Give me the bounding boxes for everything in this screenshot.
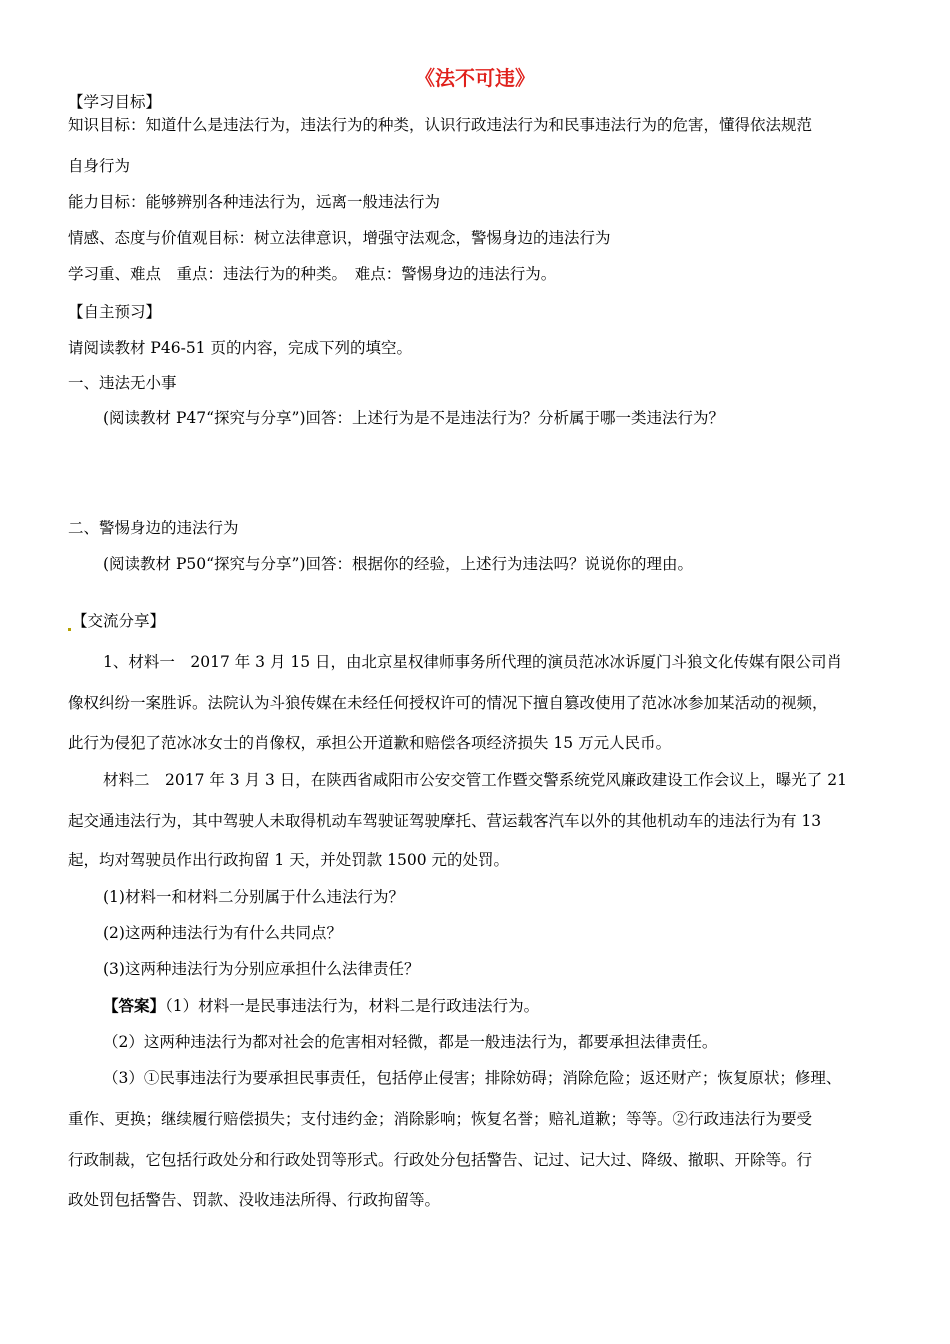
document-title: 《法不可违》: [415, 66, 535, 90]
question-3: (3)这两种违法行为分别应承担什么法律责任？: [103, 960, 420, 978]
preview-heading: 【自主预习】: [68, 303, 162, 321]
answer-label: 【答案】: [103, 996, 166, 1015]
section1-task: (阅读教材 P47“探究与分享”)回答：上述行为是不是违法行为？分析属于哪一类违法行为？: [103, 409, 725, 427]
material2-line-1: 材料二 2017 年 3 月 3 日，在陕西省咸阳市公安交管工作暨交警系统党风廉政建设工作会议上，曝光了 21: [103, 771, 847, 789]
answer-1-text: （1）材料一是民事违法行为，材料二是行政违法行为。: [165, 997, 540, 1015]
emotion-goal: 情感、态度与价值观目标：树立法律意识，增强守法观念，警惕身边的违法行为: [68, 229, 611, 247]
answer-3-line-4: 政处罚包括警告、罚款、没收违法所得、行政拘留等。: [68, 1191, 441, 1209]
section2-task: (阅读教材 P50“探究与分享”)回答：根据你的经验，上述行为违法吗？说说你的理由。: [103, 555, 694, 573]
goals-heading: 【学习目标】: [68, 93, 162, 111]
answer-3-line-1: （3）①民事违法行为要承担民事责任，包括停止侵害；排除妨碍；消除危险；返还财产；恢复原状；修理、: [103, 1069, 842, 1087]
share-heading-text: 【交流分享】: [72, 612, 166, 630]
knowledge-goal-line-1: 知识目标：知道什么是违法行为，违法行为的种类，认识行政违法行为和民事违法行为的危害，懂得依法规范: [68, 116, 813, 134]
material1-line-2: 像权纠纷一案胜诉。法院认为斗狼传媒在未经任何授权许可的情况下擅自篡改使用了范冰冰参加某活动的视频，: [68, 694, 828, 712]
knowledge-goal-line-2: 自身行为: [68, 157, 131, 175]
material1-line-3: 此行为侵犯了范冰冰女士的肖像权，承担公开道歉和赔偿各项经济损失 15 万元人民币。: [68, 734, 672, 752]
question-2: (2)这两种违法行为有什么共同点？: [103, 924, 342, 942]
question-1: (1)材料一和材料二分别属于什么违法行为？: [103, 888, 404, 906]
material1-line-1: 1、材料一 2017 年 3 月 15 日，由北京星权律师事务所代理的演员范冰冰诉厦门斗狼文化传媒有限公司肖: [103, 653, 843, 671]
revision-mark-icon: [68, 628, 71, 631]
answer-2: （2）这两种违法行为都对社会的危害相对轻微，都是一般违法行为，都要承担法律责任。: [103, 1033, 718, 1051]
preview-instruction: 请阅读教材 P46-51 页的内容，完成下列的填空。: [68, 339, 412, 357]
section1-title: 一、违法无小事: [68, 374, 177, 392]
ability-goal: 能力目标：能够辨别各种违法行为，远离一般违法行为: [68, 193, 441, 211]
answer-3-line-3: 行政制裁，它包括行政处分和行政处罚等形式。行政处分包括警告、记过、记大过、降级、撤职、开除等。行: [68, 1151, 813, 1169]
section2-title: 二、警惕身边的违法行为: [68, 519, 239, 537]
key-points: 学习重、难点 重点：违法行为的种类。 难点：警惕身边的违法行为。: [68, 265, 557, 283]
share-heading: [68, 611, 165, 631]
answer-1: [103, 996, 539, 1016]
answer-3-line-2: 重作、更换；继续履行赔偿损失；支付违约金；消除影响；恢复名誉；赔礼道歉；等等。②行政违法行为要受: [68, 1110, 813, 1128]
material2-line-2: 起交通违法行为，其中驾驶人未取得机动车驾驶证驾驶摩托、营运载客汽车以外的其他机动车的违法行为有 13: [68, 812, 822, 830]
material2-line-3: 起，均对驾驶员作出行政拘留 1 天，并处罚款 1500 元的处罚。: [68, 851, 510, 869]
